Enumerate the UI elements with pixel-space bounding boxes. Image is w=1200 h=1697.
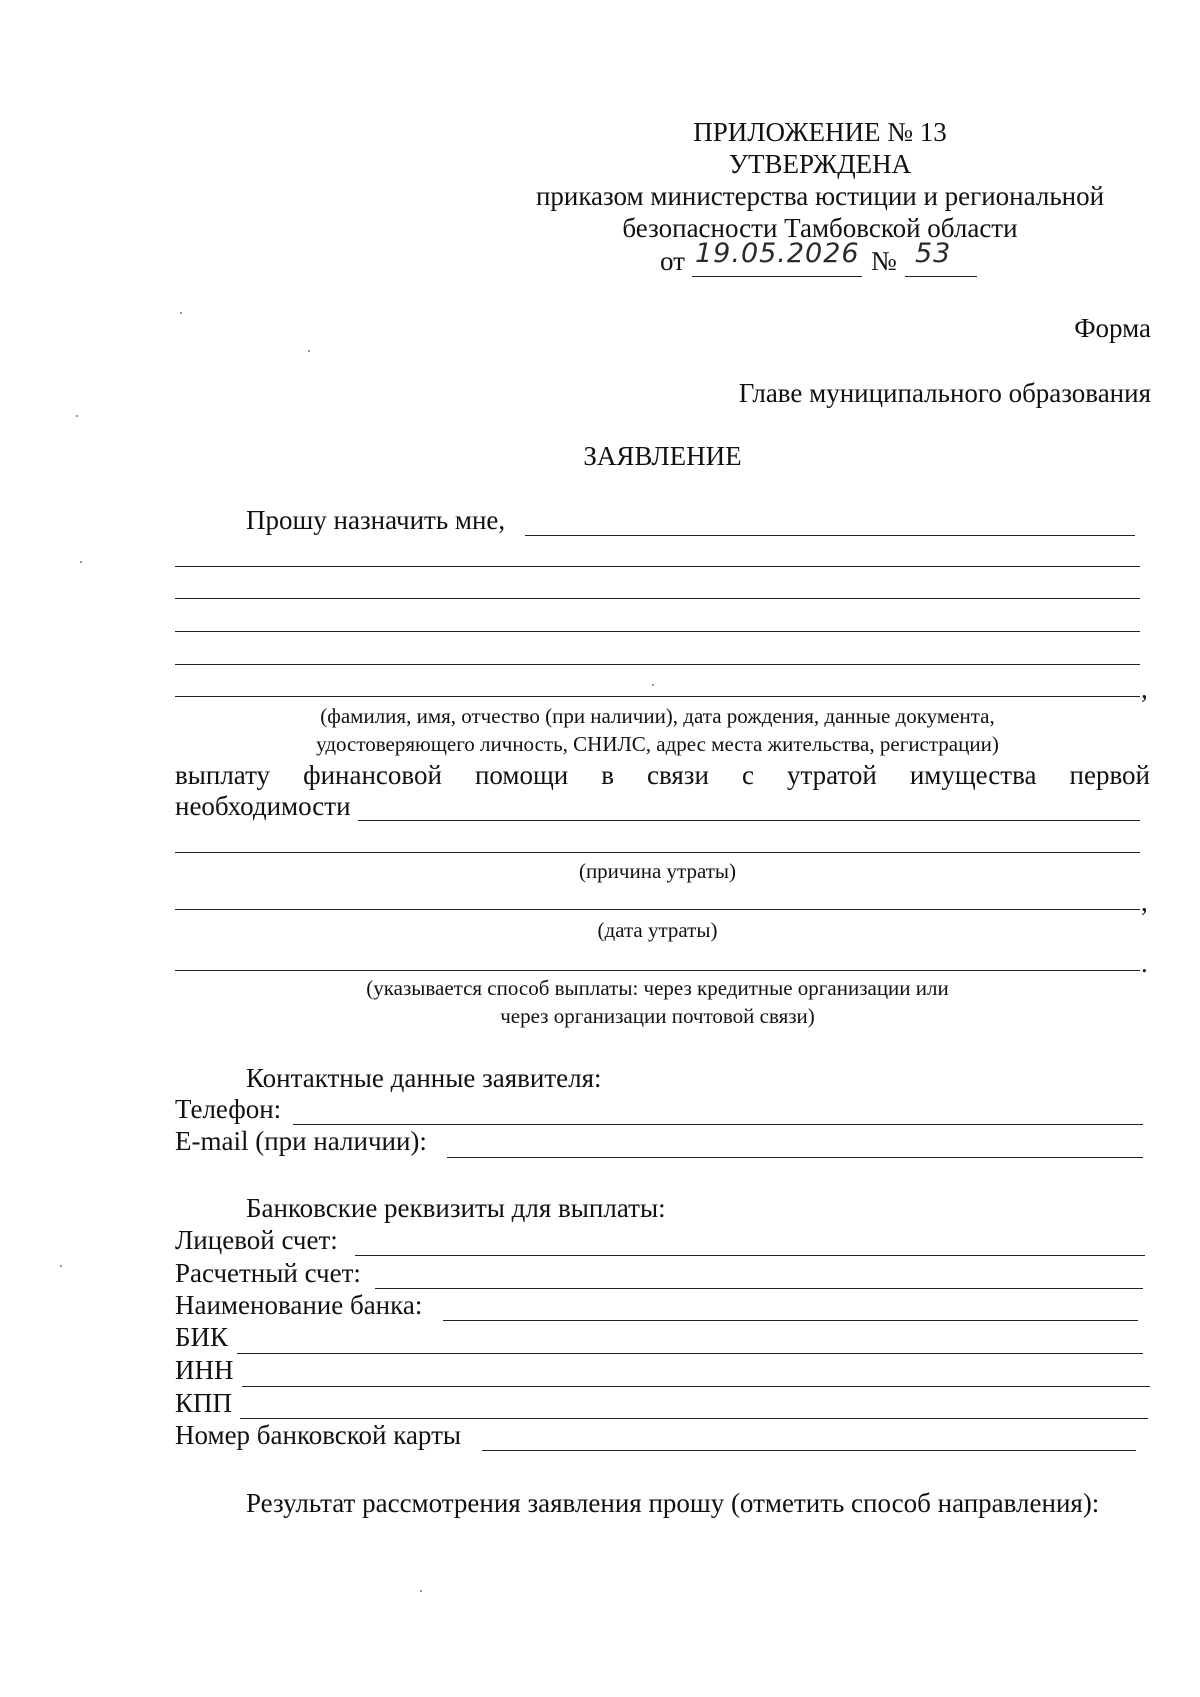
payment-word: помощи: [474, 760, 569, 790]
settlement-account-field[interactable]: [375, 1288, 1143, 1289]
loss-date-comma: ,: [1141, 887, 1148, 917]
phone-label: Телефон:: [175, 1094, 282, 1124]
payment-word: выплату: [175, 760, 271, 790]
bik-label: БИК: [175, 1322, 229, 1352]
loss-date-caption: (дата утраты): [597, 918, 718, 942]
order-line-1: приказом министерства юстиции и региональной: [535, 181, 1105, 211]
contacts-heading: Контактные данные заявителя:: [246, 1063, 602, 1093]
email-label: E-mail (при наличии):: [175, 1126, 427, 1156]
kpp-label: КПП: [175, 1388, 233, 1418]
necessity-label: необходимости: [175, 791, 351, 821]
payment-word: утратой: [786, 760, 877, 790]
scan-speck: [80, 561, 82, 563]
date-prefix: от: [660, 246, 685, 276]
inn-field[interactable]: [242, 1386, 1150, 1387]
payment-method-period: .: [1141, 948, 1148, 978]
applicant-caption-2: удостоверяющего личность, СНИЛС, адрес места жительства, регистрации): [316, 732, 999, 756]
bik-field[interactable]: [237, 1353, 1143, 1354]
scan-speck: [652, 684, 654, 686]
payment-word: имущества: [909, 760, 1037, 790]
result-text: Результат рассмотрения заявления прошу (отметить способ направления):: [246, 1488, 1100, 1518]
applicant-field-line-6[interactable]: [175, 696, 1140, 697]
handwritten-date: 19.05.2026: [695, 238, 860, 269]
date-underline: [692, 276, 862, 277]
request-intro: Прошу назначить мне,: [246, 505, 506, 535]
scan-speck: [420, 1590, 422, 1592]
phone-field[interactable]: [293, 1124, 1143, 1125]
scan-speck: [60, 1265, 62, 1267]
appendix-number: ПРИЛОЖЕНИЕ № 13: [693, 117, 947, 147]
applicant-field-line-3[interactable]: [175, 598, 1140, 599]
scan-speck: [76, 415, 78, 417]
payment-word: с: [741, 760, 754, 790]
approved-label: УТВЕРЖДЕНА: [728, 149, 912, 179]
applicant-field-line-5[interactable]: [175, 664, 1140, 665]
payment-method-field-line[interactable]: [175, 970, 1140, 971]
applicant-caption-1: (фамилия, имя, отчество (при наличии), дата рождения, данные документа,: [320, 704, 995, 728]
applicant-comma: ,: [1141, 674, 1148, 704]
payment-word: первой: [1069, 760, 1150, 790]
bank-heading: Банковские реквизиты для выплаты:: [246, 1193, 666, 1223]
document-title: ЗАЯВЛЕНИЕ: [583, 441, 742, 471]
payment-method-caption-2: через организации почтовой связи): [500, 1004, 815, 1028]
payment-line: [175, 760, 1150, 791]
reason-field-line-2[interactable]: [175, 852, 1140, 853]
payment-word: связи: [647, 760, 709, 790]
personal-account-field[interactable]: [355, 1255, 1145, 1256]
applicant-field-line-1[interactable]: [525, 535, 1135, 536]
form-label: Форма: [1074, 313, 1151, 343]
bank-name-label: Наименование банка:: [175, 1290, 423, 1320]
number-underline: [905, 276, 977, 277]
addressee: Главе муниципального образования: [738, 378, 1151, 408]
kpp-field[interactable]: [240, 1418, 1148, 1419]
bank-name-field[interactable]: [443, 1320, 1138, 1321]
order-line-2: безопасности Тамбовской области: [622, 213, 1018, 243]
scan-speck: [308, 350, 310, 352]
number-prefix: №: [871, 246, 897, 276]
email-field[interactable]: [447, 1157, 1143, 1158]
card-number-field[interactable]: [482, 1450, 1136, 1451]
personal-account-label: Лицевой счет:: [175, 1225, 338, 1255]
handwritten-number: 53: [915, 238, 952, 269]
applicant-field-line-4[interactable]: [175, 631, 1140, 632]
reason-field-line-1[interactable]: [358, 820, 1140, 821]
inn-label: ИНН: [175, 1355, 234, 1385]
reason-caption: (причина утраты): [578, 859, 737, 883]
payment-word: финансовой: [303, 760, 442, 790]
loss-date-field-line[interactable]: [175, 909, 1140, 910]
scan-speck: [180, 312, 182, 314]
applicant-field-line-2[interactable]: [175, 566, 1140, 567]
payment-word: в: [601, 760, 614, 790]
settlement-account-label: Расчетный счет:: [175, 1258, 361, 1288]
card-number-label: Номер банковской карты: [175, 1420, 462, 1450]
payment-method-caption-1: (указывается способ выплаты: через кредитные организации или: [366, 976, 949, 1000]
